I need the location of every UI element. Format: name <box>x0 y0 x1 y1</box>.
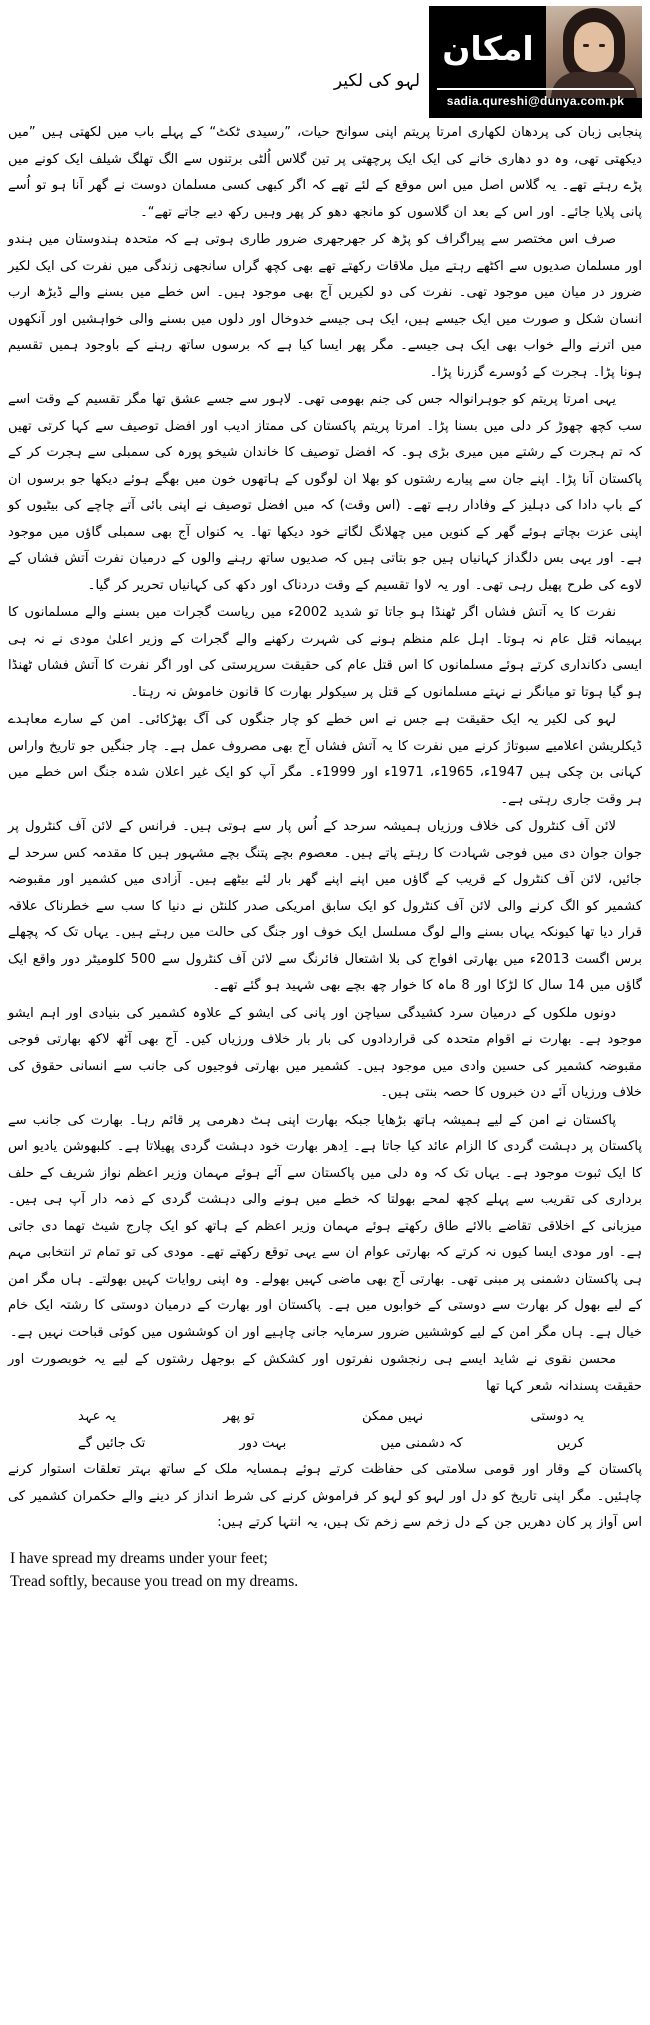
article-paragraph: محسن نقوی نے شاید ایسے ہی رنجشوں نفرتوں اور کشکش کے بوجھل رشتوں کے لیے یہ خوبصورت اور حقیقت پسندانہ شعر کہا تھا <box>8 1352 642 1394</box>
portrait-face <box>574 22 614 72</box>
author-email[interactable]: sadia.qureshi@dunya.com.pk <box>446 94 625 108</box>
article-closing <box>8 1457 642 1537</box>
couplet-1-seg-4: یہ عہد <box>78 1409 116 1424</box>
urdu-couplet <box>8 1403 642 1457</box>
column-logo-block <box>429 6 642 118</box>
article-headline: لہو کی لکیر <box>333 71 420 91</box>
couplet-2-seg-2: کہ دشمنی میں <box>380 1436 463 1451</box>
article-paragraph: پاکستان کے وقار اور قومی سلامتی کی حفاظت کرتے ہوئے ہمسایہ ملک کے ساتھ بہتر تعلقات استوار کرنے چاہئیں۔ مگر اپنی تاریخ کو دل اور لہو کو لہو کر فراموش کرنے کی شرط انداز کر دینے والے حکمران کشمیر کی اس آواز پر کان دھریں جن کے دل زخم سے زخم تک ہیں، یہ انتہا کرتے ہیں: <box>8 1462 642 1530</box>
english-quote-line-1: I have spread my dreams under your feet; <box>10 1549 268 1567</box>
portrait-eye-left <box>583 44 589 47</box>
article-paragraph: لہو کی لکیر یہ ایک حقیقت ہے جس نے اس خطے کو چار جنگوں کی آگ بھڑکائی۔ امن کے سارے معاہدے ڈیکلریشن اعلامیے سبوتاژ کرنے میں نفرت کا یہ آتش فشاں آج بھی مصروف عمل ہے۔ چار جنگیں جو تاریخ واراس کہانی بن چکی ہیں 1947ء، 1965ء، 1971ء اور 1999ء۔ مگر آپ کو ایک غیر اعلان شدہ جنگ اس خطے میں ہر وقت جاری رہتی ہے۔ <box>8 712 642 807</box>
couplet-1-seg-3: تو پھر <box>223 1409 255 1424</box>
english-quote <box>8 1547 642 1593</box>
english-quote-line-2: Tread softly, because you tread on my dreams. <box>10 1572 299 1590</box>
article-paragraph: یہی امرتا پریتم کو جوہرانوالہ جس کی جنم بھومی تھی۔ لاہور سے جسے عشق تھا مگر تقسیم کے وقت اسے سب کچھ چھوڑ کر دلی میں بسنا پڑا۔ امرتا پریتم پاکستان کی ممتاز ادیب اور افضل توصیف سے کہا کرتی تھیں کہ تم ہجرت کے رشتے میں میری بڑی ہو۔ کہ افضل توصیف کا خاندان شیخو پورہ کی سمبلی سے ہجرت کر کے پاکستان آنا پڑا۔ اپنے جان سے پیارے رشتوں کو بھلا ان لوگوں کے ہاتھوں خون میں بھگے ہوئے دیکھا جو برسوں ان کے باپ دادا کی دہلیز کے وفادار رہے تھے۔ (اس وقت) کہ میں افضل توصیف نے اپنی بائی آتے چاچے کی بیٹیوں کو اپنی عزت بچاتے ہوئے گھر کے کنویں میں چھلانگ لگاتے خود دیکھا تھا۔ یہ کنواں آج بھی سمبلی گاؤں میں موجود ہے۔ اور یہی بس دلگداز کہانیاں ہیں جو بتاتی ہیں کہ صدیوں ساتھ رہنے والوں کے درمیان نفرت آتش فشاں کے لاوے کی طرح پھیل رہی تھی۔ اور یہ لاوا تقسیم کے وقت دردناک اور دکھ کی کہانیاں تحریر کر گیا۔ <box>8 392 642 593</box>
author-portrait <box>546 6 642 98</box>
couplet-line-2 <box>8 1430 642 1457</box>
couplet-line-1 <box>8 1403 642 1430</box>
masthead <box>8 6 642 118</box>
article-paragraph: لائن آف کنٹرول کی خلاف ورزیاں ہمیشہ سرحد کے اُس پار سے ہوتی ہیں۔ فرانس کے لائن آف کنٹرول پر جوان جوان دی میں فوجی شہادت کا رہتے پاتے ہیں۔ معصوم بچے پتنگ بچے مشہور ہیں کا مقدمہ کس سرحد لے جائیں، لائن آف کنٹرول کے قریب کے گاؤں میں اپنے اپنے گھر بار لئے بیٹھے ہیں۔ آزادی میں کشمیر اور مقبوضہ کشمیر کو الگ کرنے والی لائن آف کنٹرول کو ایک سابق امریکی صدر کلنٹن نے دنیا کا سب سے خطرناک علاقہ قرار دیا تھا کیونکہ یہاں بسنے والے لوگ مسلسل ایک خوف اور جنگ کی حالت میں رہتے ہیں۔ یہاں تک کہ پچھلے برس اگست 2013ء میں بھارتی افواج کی بلا اشتعال فائرنگ سے لائن آف کنٹرول سے 500 کلومیٹر دور واقع ایک گاؤں میں 14 سال کا لڑکا اور 8 ماہ کا خوار چھ بچے بھی شہید ہو گئے تھے۔ <box>8 819 642 993</box>
article-paragraph: پاکستان نے امن کے لیے ہمیشہ ہاتھ بڑھایا جبکہ بھارت اپنی ہٹ دھرمی پر قائم رہا۔ بھارت کی جانب سے پاکستان پر دہشت گردی کا الزام عائد کیا جاتا ہے۔ اِدھر بھارت خود دہشت گردی پھیلاتا ہے۔ کلبھوشن یادیو اس کا ایک ثبوت موجود ہے۔ یہاں تک کہ وہ دلی میں پاکستان سے آئے ہوئے مہمان وزیر اعظم نواز شریف کے حلف برداری کی تقریب سے پہلے کچھ لمحے بھولتا کہ خطے میں ہونے والی دہشت گردی کے ذمہ دار آپ ہی ہیں۔ میزبانی کے اخلاقی تقاضے بالائے طاق رکھتے ہوئے مہمان وزیر اعظم کے ہاتھ کو ایک چارج شیٹ تھما دی جاتی ہے۔ اور مودی ایسا کیوں نہ کرتے کہ بھارتی عوام ان سے یہی توقع رکھتے تھے۔ مودی کی تو تمام تر انتخابی مہم ہی پاکستان دشمنی پر مبنی تھی۔ بھارتی آج بھی ماضی کہیں بھولے۔ وہ اپنی روایات کہیں بھولتے۔ ہاں مگر امن کے لیے بھول کر بھارت سے دوستی کے خوابوں میں ہے۔ پاکستان اور بھارت کے درمیان دوستی کا رشتہ ایک خام خیال ہے۔ ہاں مگر امن کے لیے کوششیں ضرور سرمایہ جانی چاہیے اور ان کوششوں میں کوئی قباحت نہیں ہے۔ <box>8 1112 642 1340</box>
article-paragraph: نفرت کا یہ آتش فشاں اگر ٹھنڈا ہو جاتا تو شدید 2002ء میں ریاست گجرات میں بسنے والے مسلمانوں کا بہیمانہ قتل عام نہ ہوتا۔ اہل علم منظم ہونے کی شہرت رکھنے والے گجرات کے وزیر اعلیٰ مودی نے نہ ہی ایسی دکانداری کرتے ہوئے مسلمانوں کا اس قتل عام کی حقیقت سرپرستی کی اور اگر نفرت کا آتش فشاں ٹھنڈا ہو گیا ہوتا تو میانگر نے نہتے مسلمانوں کے قتل پر سیکولر بھارت کا قانون خاموش نہ رہتا۔ <box>8 605 642 700</box>
article-paragraph: صرف اس مختصر سے پیراگراف کو پڑھ کر جھرجھری ضرور طاری ہوتی ہے کہ متحدہ ہندوستان میں ہندو اور مسلمان صدیوں سے اکٹھے رہتے میل ملاقات رکھتے تھے بھی کچھ گراں سانجھی زندگی میں نفرت کی ایک لکیر ضرور در میان میں موجود تھی۔ نفرت کی دو لکیریں آج بھی موجود ہیں۔ اس خطے میں بسنے والے ڈیڑھ ارب انسان شکل و صورت میں ایک جیسے ہیں، ایک ہی جیسے خدوخال اور دلوں میں بسنے والی خواہشیں اور آنکھوں میں اترنے والے خواب بھی ایک ہی جیسے۔ مگر پھر ایسا کیا ہے کہ برسوں ساتھ رہنے کے باوجود ہمیں تقسیم ہونا پڑا۔ ہجرت کے دُوسرے گزرنا پڑا۔ <box>8 232 642 380</box>
logo-divider <box>437 88 634 90</box>
article-paragraph: دونوں ملکوں کے درمیان سرد کشیدگی سیاچن اور پانی کی ایشو کے علاوہ کشمیر کی بنیادی اور اہم ایشو موجود ہے۔ بھارت نے اقوام متحدہ کی قراردادوں کی بار بار خلاف ورزیاں کیں۔ آج بھی آٹھ لاکھ بھارتی فوجی مقبوضہ کشمیر کی حسین وادی میں موجود ہیں۔ کشمیر میں بھارتی فوجیوں کی جانب سے انسانی حقوق کی خلاف ورزیاں آئے دن خبروں کا حصہ بنتی ہیں۔ <box>8 1005 642 1100</box>
couplet-1-seg-1: یہ دوستی <box>530 1409 584 1424</box>
article-paragraph: پنجابی زبان کی پردھان لکھاری امرتا پریتم اپنی سوانح حیات، ”رسیدی ٹکٹ“ کے پہلے باب میں لکھتی ہیں ”میں دیکھتی تھی، وہ دو دھاری خانے کی ایک ایک پرچھتی پر تین گلاس اُلٹی برتنوں سے الگ تھلگ شیلف ایک کونے میں پڑے رہتے تھے۔ یہ گلاس اصل میں اس موقع کے لئے تھے کہ اگر کبھی کسی مسلمان دوست نے گھر آنا ہو تو اُسے پانی پلایا جائے۔ اور اس کے بعد ان گلاسوں کو مانجھ دھو کر پھر وہیں رکھ دیے جاتے تھے“۔ <box>8 125 642 220</box>
logo-title-urdu: امکان <box>442 29 534 68</box>
couplet-1-seg-2: نہیں ممکن <box>362 1409 424 1424</box>
couplet-2-seg-4: تک جائیں گے <box>78 1436 146 1451</box>
couplet-2-seg-3: بہت دور <box>239 1436 287 1451</box>
portrait-eye-right <box>599 44 605 47</box>
article-body <box>8 120 642 1400</box>
couplet-2-seg-1: کریں <box>556 1436 584 1451</box>
